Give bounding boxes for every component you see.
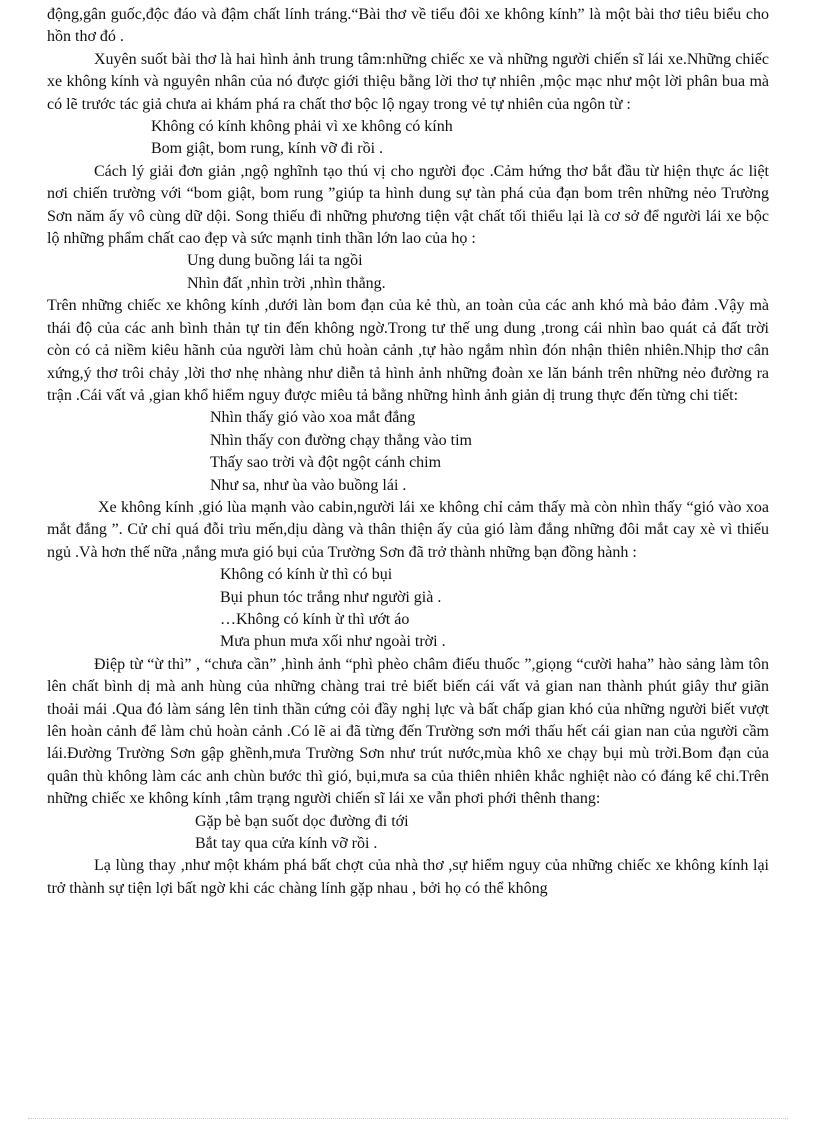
paragraph-calm-attitude: Trên những chiếc xe không kính ,dưới làn bom đạn của kẻ thù, an toàn của các anh khó mà bảo đảm .Vậy mà thái độ của các anh bình thản tự tin đến không ngờ.Trong tư thế ung dung ,trong cái nhìn bao quát cả đất trời còn có cả niềm kiêu hãnh của người làm chủ hoàn cảnh ,tự hào ngắm nhìn đón nhận thiên nhiên.Nhịp thơ cân xứng,ý thơ trôi chảy ,lời thơ nhẹ nhàng như diễn tả hình ảnh những đoàn xe lăn bánh trên những nẻo đường ra trận .Cái vất vả ,gian khổ hiểm nguy được miêu tả bằng những hình ảnh giản dị trung thực đến từng chi tiết: — [47, 297, 769, 404]
paragraph-repetition: Điệp từ “ừ thì” , “chưa cần” ,hình ảnh “phì phèo châm điếu thuốc ”,giọng “cười haha” hào sảng làm tôn lên chất bình dị mà anh hùng của những chàng trai trẻ biết biến cái vất vả gian nan thành phút giây thư giãn thoải mái .Qua đó làm sáng lên tinh thần cứng cỏi đầy nghị lực và bất chấp gian khó của những người biết vượt lên hoàn cảnh để làm chủ hoàn cảnh .Có lẽ ai đã từng đến Trường sơn mới thấu hết cái gian nan của người cầm lái.Đường Trường Sơn gập ghềnh,mưa Trường Sơn như trút nước,mùa khô xe chạy bụi mù trời.Bom đạn của quân thù không làm các anh chùn bước thì gió, bụi,mưa sa của thiên nhiên khắc nghiệt nào có đáng kể chi.Trên những chiếc xe không kính ,tâm trạng người chiến sĩ lái xe vẫn phơi phới thênh thang: — [47, 655, 769, 808]
document-body — [47, 4, 769, 900]
verse-line: …Không có kính ừ thì ướt áo — [220, 610, 410, 628]
paragraph-explanation: Cách lý giải đơn giản ,ngộ nghĩnh tạo thú vị cho người đọc .Cảm hứng thơ bắt đầu từ hiện thực ác liệt nơi chiến trường với “bom giật, bom rung ”giúp ta hình dung sự tàn phá của đạn bom trên những nẻo Trường Sơn năm ấy vô cùng dữ dội. Song thiếu đi những phương tiện vật chất tối thiểu lại là cơ sở để người lái xe bộc lộ những phẩm chất cao đẹp và sức mạnh tinh thần lớn lao của họ : — [47, 162, 769, 248]
paragraph-closing: Lạ lùng thay ,như một khám phá bất chợt của nhà thơ ,sự hiểm nguy của những chiếc xe không kính lại trở thành sự tiện lợi bất ngờ khi các chàng lính gặp nhau , bởi họ có thể không — [47, 857, 769, 897]
verse-line: Nhìn thấy con đường chạy thẳng vào tim — [210, 431, 472, 449]
paragraph-wind: Xe không kính ,gió lùa mạnh vào cabin,người lái xe không chỉ cảm thấy mà còn nhìn thấy “gió vào xoa mắt đắng ”. Cử chỉ quá đỗi trìu mến,dịu dàng và thân thiện ấy của gió làm đắng những đôi mắt cay xè vì thiếu ngủ .Và hơn thế nữa ,nắng mưa gió bụi của Trường Sơn đã trở thành những bạn đồng hành : — [47, 498, 769, 561]
verse-line: Nhìn thấy gió vào xoa mắt đắng — [210, 409, 416, 427]
verse-line: Mưa phun mưa xối như ngoài trời . — [220, 633, 446, 651]
verse-line: Thấy sao trời và đột ngột cánh chim — [210, 454, 442, 472]
verse-line: Không có kính ừ thì có bụi — [220, 566, 393, 584]
verse-line: Bom giật, bom rung, kính vỡ đi rồi . — [151, 140, 384, 158]
verse-line: Bắt tay qua cửa kính vỡ rồi . — [195, 835, 378, 853]
verse-line: Nhìn đất ,nhìn trời ,nhìn thẳng. — [187, 274, 386, 292]
verse-line: Không có kính không phải vì xe không có kính — [151, 118, 453, 136]
page-bottom-divider — [28, 1118, 788, 1119]
paragraph-central-images: Xuyên suốt bài thơ là hai hình ảnh trung tâm:những chiếc xe và những người chiến sĩ lái xe.Những chiếc xe không kính và nguyên nhân của nó được giới thiệu bằng lời thơ tự nhiên ,mộc mạc như một lời phân bua mà có lẽ trước tác giả chưa ai khám phá ra chất thơ bộc lộ ngay trong vẻ tự nhiên của ngôn từ : — [47, 50, 769, 113]
verse-line: Ung dung buồng lái ta ngồi — [187, 252, 363, 270]
verse-line: Như sa, như ùa vào buồng lái . — [210, 476, 407, 494]
paragraph-intro: động,gân guốc,độc đáo và đậm chất lính tráng.“Bài thơ về tiểu đôi xe không kính” là một bài thơ tiêu biểu cho hồn thơ đó . — [47, 6, 769, 46]
verse-line: Gặp bè bạn suốt dọc đường đi tới — [195, 812, 409, 830]
verse-line: Bụi phun tóc trắng như người già . — [220, 588, 442, 606]
